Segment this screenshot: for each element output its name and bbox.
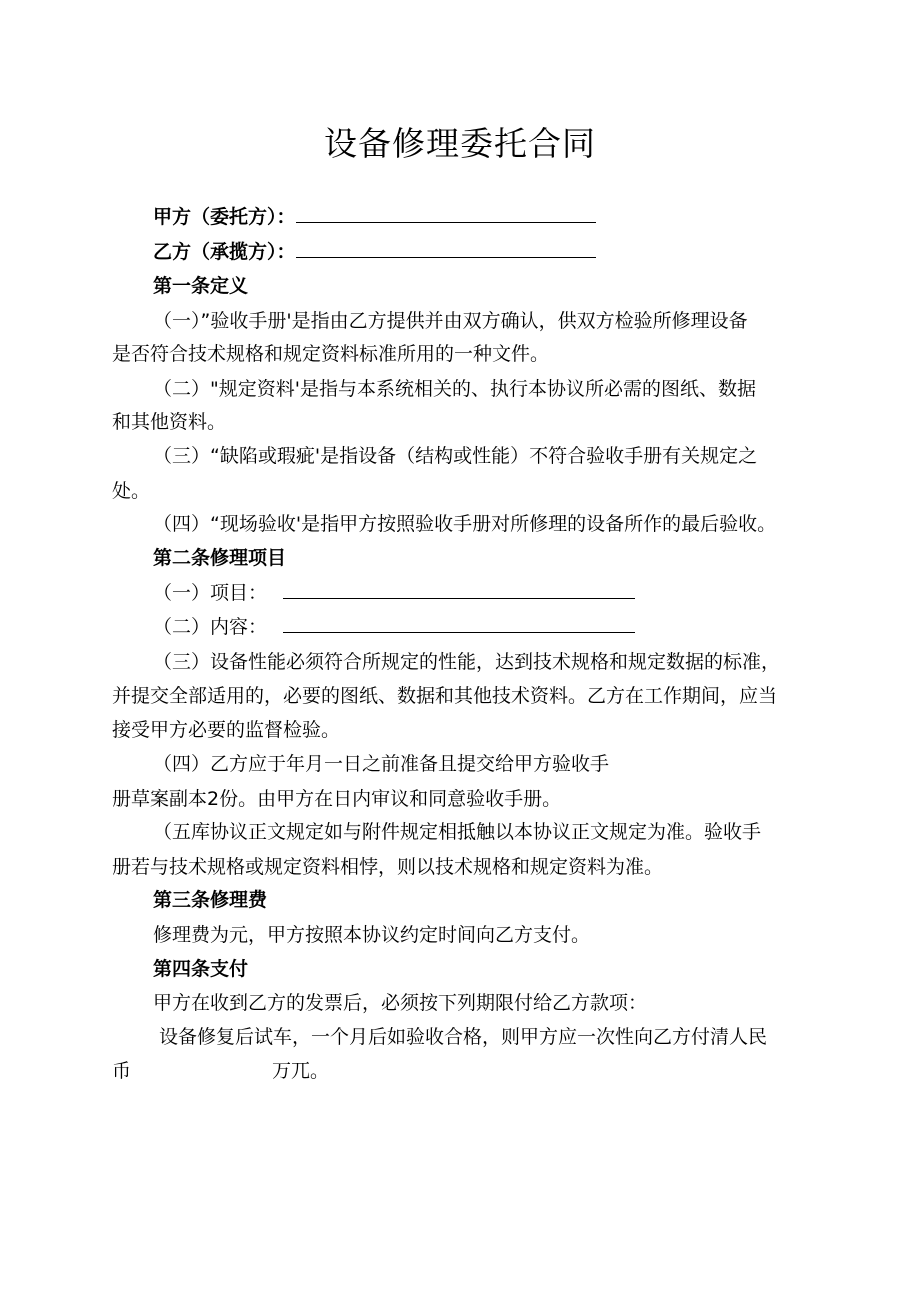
article3-line1: 修理费为元，甲方按照本协议约定时间向乙方支付。: [153, 924, 591, 946]
article1-heading: 第一条定义: [153, 275, 249, 297]
article1-item3-line1: （三）“缺陷或瑕疵'是指设备（结构或性能）不符合验收手册有关规定之: [153, 445, 758, 467]
article2-item2-label: （二）内容：: [153, 616, 268, 638]
article2-item4-line2: 册草案副本2份。由甲方在日内审议和同意验收手册。: [112, 788, 562, 810]
article4-line3-unit: 万兀。: [272, 1060, 330, 1082]
document-title: 设备修理委托合同: [324, 124, 596, 163]
article1-item3-line2: 处。: [112, 480, 151, 502]
article3-heading: 第三条修理费: [153, 889, 268, 911]
article4-line1: 甲方在收到乙方的发票后，必须按下列期限付给乙方款项：: [153, 992, 648, 1014]
article1-item2-line2: 和其他资料。: [112, 411, 227, 433]
article1-item1-line2: 是否符合技术规格和规定资料标准所用的一种文件。: [112, 343, 550, 365]
article2-item1-line: [153, 581, 635, 605]
article2-item5-line1: （五库协议正文规定如与附件规定相抵触以本协议正文规定为准。验收手: [153, 821, 762, 843]
article2-item2-line: [153, 615, 635, 639]
content-blank[interactable]: [283, 616, 635, 633]
article2-heading: 第二条修理项目: [153, 547, 287, 569]
party-b-line: [153, 240, 596, 264]
party-b-blank[interactable]: [296, 241, 596, 258]
article2-item3-line3: 接受甲方必要的监督检验。: [112, 719, 341, 741]
party-a-label: 甲方（委托方）：: [153, 206, 296, 228]
article1-item2-line1: （二）"规定资料'是指与本系统相关的、执行本协议所必需的图纸、数据: [153, 378, 756, 400]
article4-line3-currency: 币: [112, 1060, 132, 1082]
article2-item3-line2: 并提交全部适用的，必要的图纸、数据和其他技术资料。乙方在工作期间，应当: [112, 685, 778, 707]
project-blank[interactable]: [283, 582, 635, 599]
article4-heading: 第四条支付: [153, 958, 249, 980]
party-a-line: [153, 205, 596, 229]
article2-item3-line1: （三）设备性能必须符合所规定的性能，达到技术规格和规定数据的标准，: [153, 651, 781, 673]
article2-item1-label: （一）项目：: [153, 582, 268, 604]
article1-item4-line1: （四）“现场验收'是指甲方按照验收手册对所修理的设备所作的最后验收。: [153, 513, 777, 535]
party-a-blank[interactable]: [296, 206, 596, 223]
party-b-label: 乙方（承揽方）：: [153, 241, 296, 263]
article2-item4-line1: （四）乙方应于年月一日之前准备且提交给甲方验收手: [153, 753, 610, 775]
article4-line3: [112, 1059, 329, 1083]
article4-line2: 设备修复后试车，一个月后如验收合格，则甲方应一次性向乙方付清人民: [159, 1026, 768, 1048]
article1-item1-line1: （一）”验收手册'是指由乙方提供并由双方确认，供双方检验所修理设备: [153, 310, 748, 332]
article2-item5-line2: 册若与技术规格或规定资料相悖，则以技术规格和规定资料为准。: [112, 856, 664, 878]
